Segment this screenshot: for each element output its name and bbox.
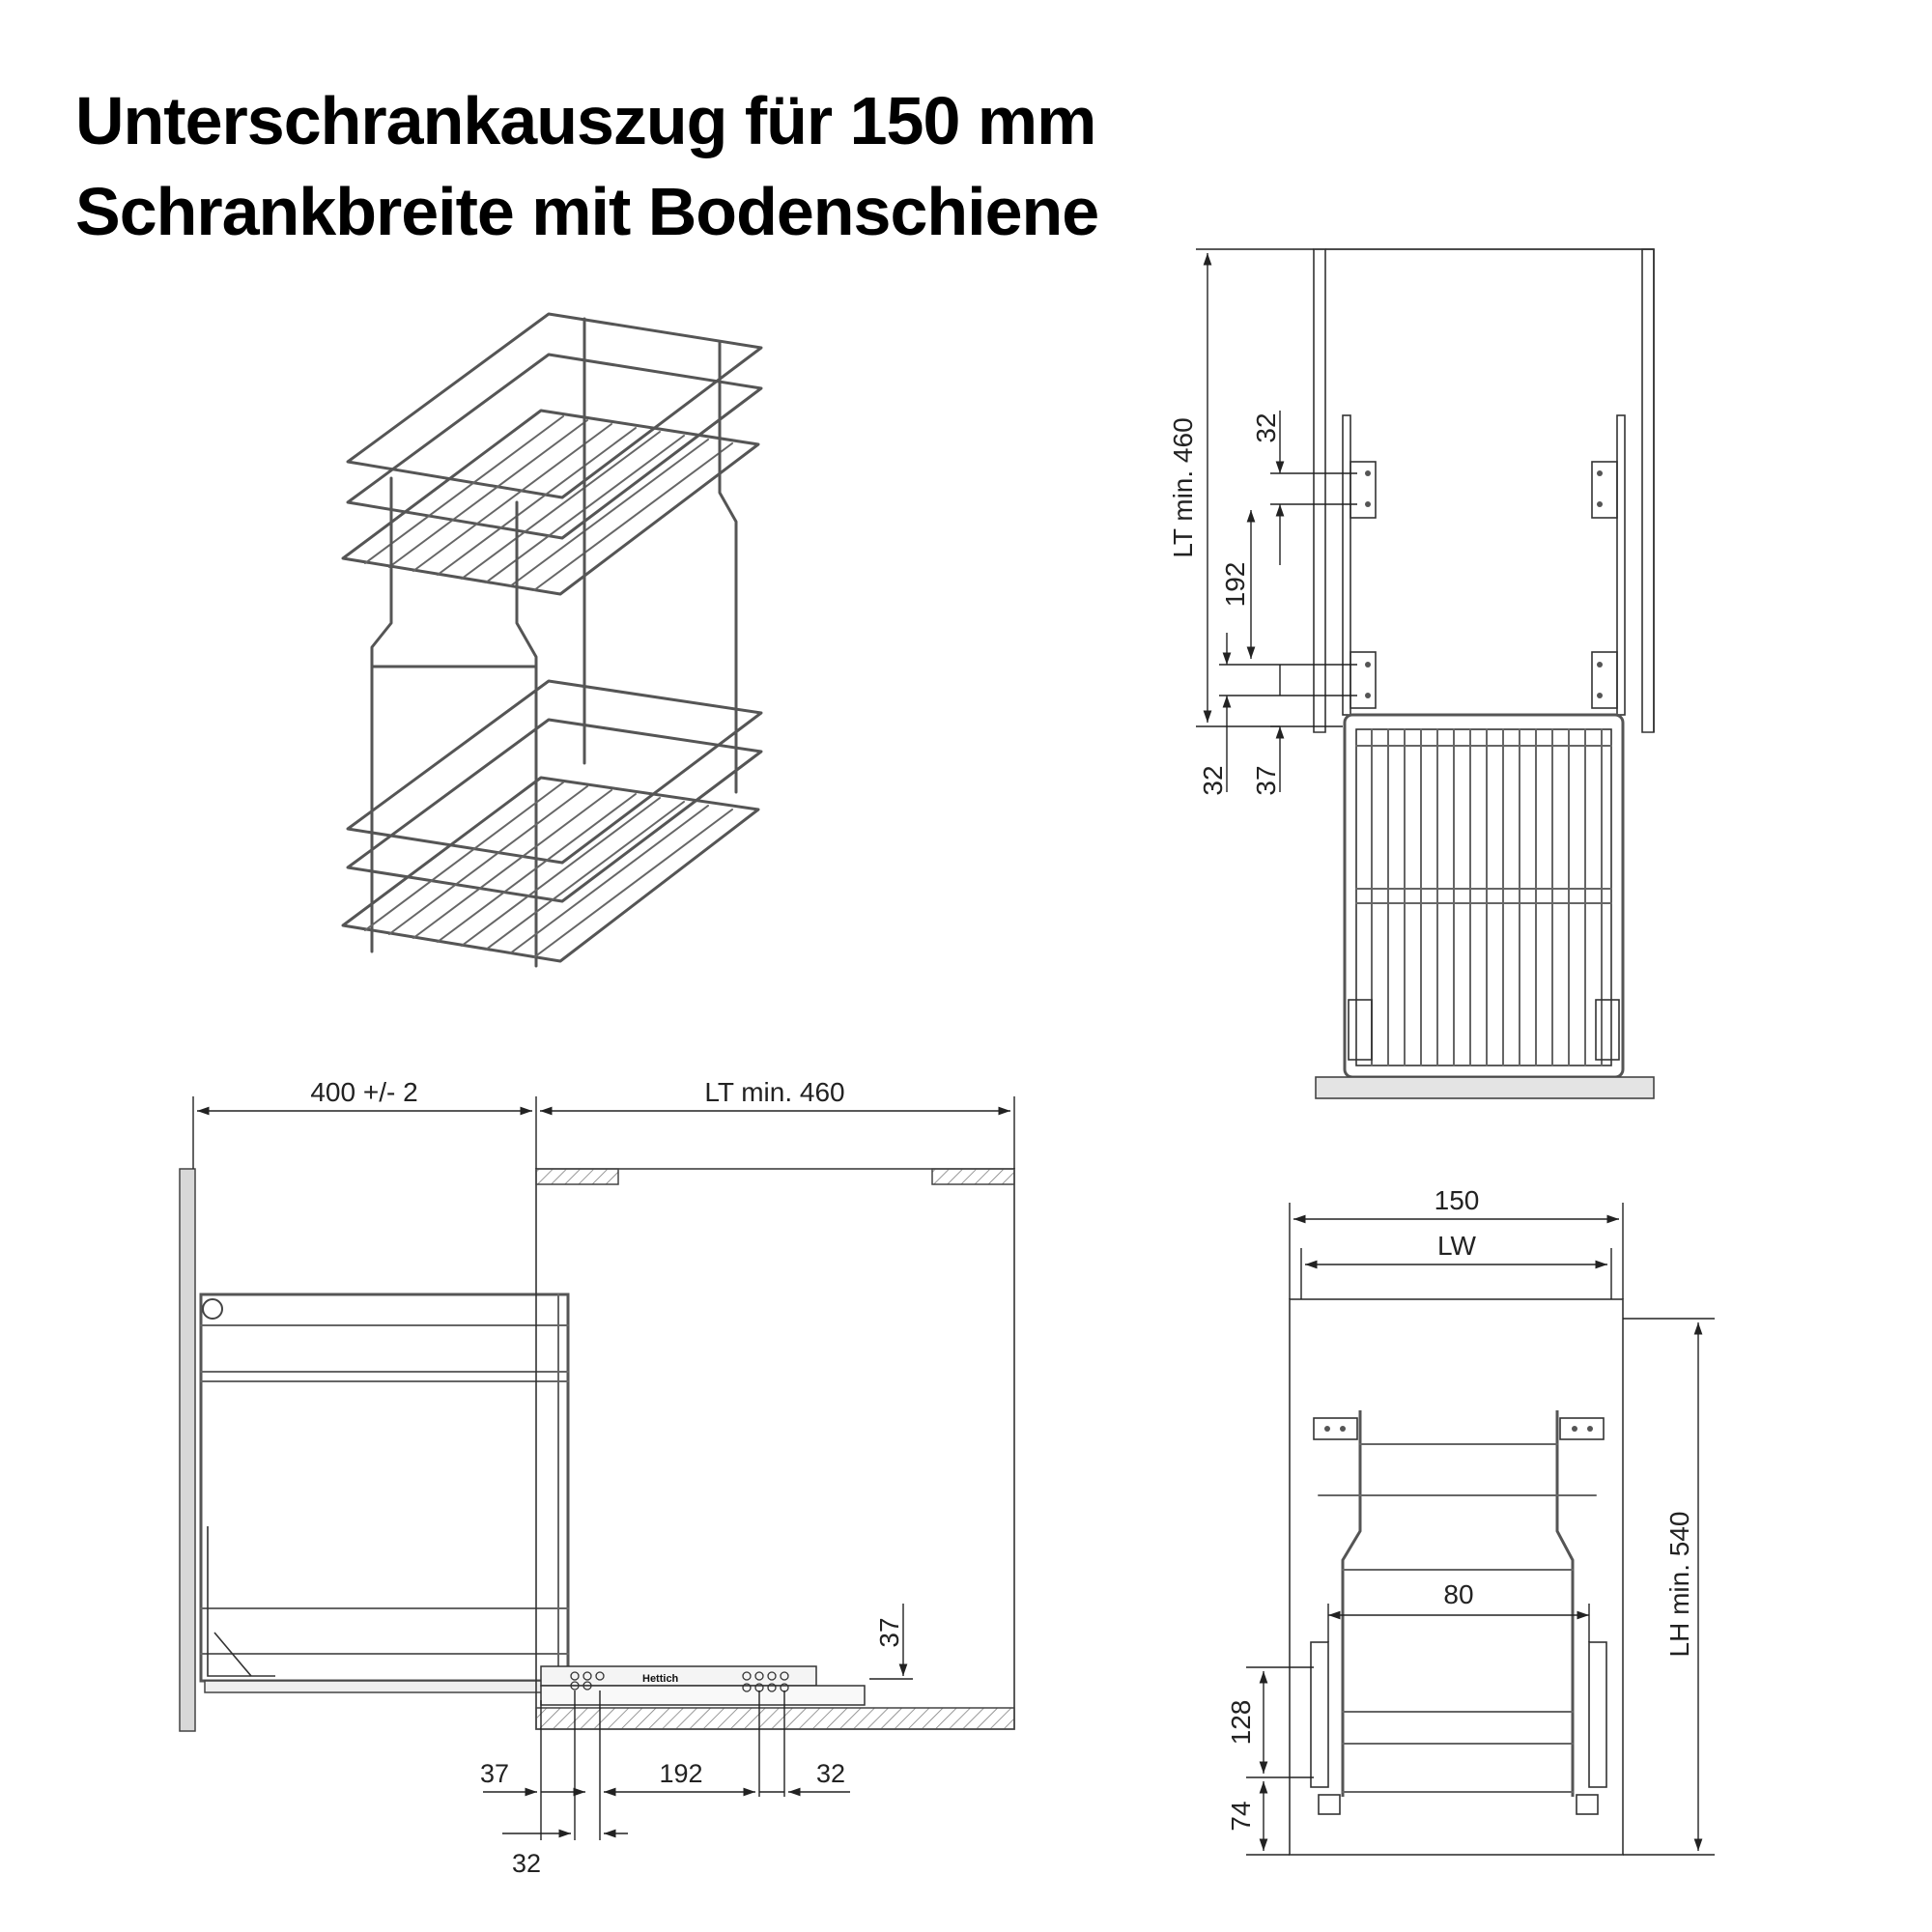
- hinge-icon: [203, 1299, 222, 1319]
- side-view-dim-32-right: 32: [815, 1759, 846, 1788]
- side-view-dim-37: 37: [479, 1759, 510, 1788]
- mounting-plate: [1350, 652, 1376, 708]
- top-view-dim-192: 192: [1220, 561, 1250, 608]
- rail-brand-label: Hettich: [642, 1673, 679, 1685]
- floor-rail: [541, 1666, 816, 1686]
- side-view-depth-dim: LT min. 460: [704, 1077, 845, 1107]
- front-view-width-lw: LW: [1437, 1231, 1476, 1261]
- front-view-height-label: LH min. 540: [1664, 1511, 1694, 1658]
- side-runner: [1311, 1642, 1328, 1787]
- side-runner: [1589, 1642, 1606, 1787]
- mounting-plate: [1350, 462, 1376, 518]
- mounting-plate: [1592, 652, 1617, 708]
- top-view-dim-32-upper: 32: [1251, 412, 1281, 443]
- side-view-drawing: [180, 1077, 1014, 1878]
- front-view-dim-74: 74: [1226, 1801, 1256, 1832]
- top-view-drawing: [1168, 249, 1654, 1098]
- top-view-dim-37: 37: [1251, 765, 1281, 796]
- title-line-1: Unterschrankauszug für 150 mm: [75, 83, 1096, 158]
- mounting-plate: [1314, 1418, 1357, 1439]
- mounting-plate: [1560, 1418, 1604, 1439]
- basket-isometric-illustration: [343, 314, 761, 966]
- mounting-plate: [1592, 462, 1617, 518]
- side-view-dim-32-lower: 32: [511, 1849, 542, 1878]
- side-view-dim-192: 192: [659, 1759, 703, 1788]
- front-view-width-150: 150: [1434, 1185, 1480, 1215]
- title-line-2: Schrankbreite mit Bodenschiene: [75, 174, 1099, 249]
- top-view-dim-32-lower: 32: [1198, 765, 1228, 796]
- front-view-drawing: [1226, 1185, 1715, 1855]
- side-view-dim-37-vertical: 37: [874, 1617, 904, 1648]
- front-view-dim-128: 128: [1226, 1699, 1256, 1746]
- top-view-depth-label: LT min. 460: [1168, 417, 1198, 558]
- front-view-inner-80: 80: [1443, 1579, 1474, 1609]
- side-view-front-dim: 400 +/- 2: [310, 1077, 418, 1107]
